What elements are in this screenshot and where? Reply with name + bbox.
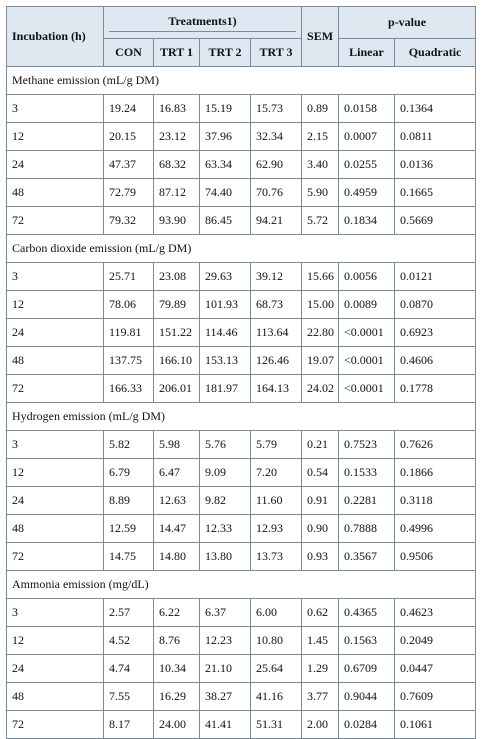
value-cell: 0.7609 [395,683,476,711]
incubation-cell: 24 [7,487,104,515]
value-cell: 15.19 [200,95,251,123]
value-cell: 8.89 [104,487,154,515]
group-header-row [7,235,476,263]
value-cell: 0.4959 [339,179,395,207]
value-cell: 11.60 [251,487,302,515]
value-cell: 16.83 [154,95,200,123]
incubation-cell: 24 [7,319,104,347]
value-cell: 32.34 [251,123,302,151]
value-cell: 2.15 [302,123,339,151]
treatments-rule [109,31,296,32]
value-cell: 15.73 [251,95,302,123]
col-con: CON [104,39,154,67]
value-cell: 47.37 [104,151,154,179]
value-cell: 0.89 [302,95,339,123]
value-cell: 87.12 [154,179,200,207]
value-cell: 70.76 [251,179,302,207]
group-title: Ammonia emission (mg/dL) [7,571,476,599]
incubation-cell: 72 [7,375,104,403]
incubation-cell: 3 [7,263,104,291]
value-cell: 3.40 [302,151,339,179]
value-cell: 0.4623 [395,599,476,627]
table-row [7,123,476,151]
treatments-label: Treatments1) [168,13,237,28]
table-row [7,151,476,179]
col-linear: Linear [339,39,395,67]
table-row [7,627,476,655]
incubation-header: Incubation (h) [7,7,104,67]
value-cell: 94.21 [251,207,302,235]
value-cell: 0.0136 [395,151,476,179]
value-cell: 6.79 [104,459,154,487]
treatments-header [104,7,302,39]
value-cell: 0.3567 [339,543,395,571]
value-cell: 101.93 [200,291,251,319]
value-cell: 4.52 [104,627,154,655]
table-body [7,67,476,739]
value-cell: 0.1834 [339,207,395,235]
value-cell: 0.0811 [395,123,476,151]
value-cell: 14.80 [154,543,200,571]
value-cell: 41.16 [251,683,302,711]
value-cell: 19.07 [302,347,339,375]
value-cell: 6.22 [154,599,200,627]
value-cell: 16.29 [154,683,200,711]
value-cell: 78.06 [104,291,154,319]
value-cell: 12.23 [200,627,251,655]
value-cell: 51.31 [251,711,302,739]
table-row [7,291,476,319]
incubation-cell: 12 [7,123,104,151]
incubation-cell: 3 [7,431,104,459]
value-cell: 86.45 [200,207,251,235]
value-cell: 0.6923 [395,319,476,347]
group-title: Hydrogen emission (mL/g DM) [7,403,476,431]
table-row [7,207,476,235]
value-cell: 39.12 [251,263,302,291]
value-cell: 68.32 [154,151,200,179]
value-cell: 6.37 [200,599,251,627]
table-row [7,655,476,683]
value-cell: 0.0447 [395,655,476,683]
value-cell: <0.0001 [339,375,395,403]
value-cell: 29.63 [200,263,251,291]
incubation-cell: 24 [7,655,104,683]
incubation-cell: 12 [7,459,104,487]
table-row [7,431,476,459]
value-cell: 15.66 [302,263,339,291]
value-cell: 3.77 [302,683,339,711]
incubation-cell: 3 [7,95,104,123]
value-cell: 7.55 [104,683,154,711]
value-cell: 13.73 [251,543,302,571]
value-cell: 0.1866 [395,459,476,487]
incubation-cell: 12 [7,627,104,655]
sem-header: SEM [302,7,339,67]
value-cell: 4.74 [104,655,154,683]
value-cell: 0.4365 [339,599,395,627]
table-row [7,515,476,543]
value-cell: 22.80 [302,319,339,347]
value-cell: 0.93 [302,543,339,571]
value-cell: 68.73 [251,291,302,319]
value-cell: 1.45 [302,627,339,655]
value-cell: 0.0089 [339,291,395,319]
value-cell: 166.33 [104,375,154,403]
table-row [7,347,476,375]
value-cell: 0.9506 [395,543,476,571]
value-cell: 72.79 [104,179,154,207]
group-title: Methane emission (mL/g DM) [7,67,476,95]
value-cell: 0.2281 [339,487,395,515]
value-cell: 79.89 [154,291,200,319]
emission-table [6,6,476,739]
value-cell: 14.47 [154,515,200,543]
table-row [7,683,476,711]
value-cell: 25.64 [251,655,302,683]
value-cell: 2.57 [104,599,154,627]
col-quadratic: Quadratic [395,39,476,67]
value-cell: 0.62 [302,599,339,627]
value-cell: 23.12 [154,123,200,151]
value-cell: 10.34 [154,655,200,683]
table-row [7,375,476,403]
value-cell: 126.46 [251,347,302,375]
value-cell: 5.82 [104,431,154,459]
incubation-cell: 72 [7,711,104,739]
value-cell: 0.7626 [395,431,476,459]
value-cell: 0.54 [302,459,339,487]
value-cell: 0.0056 [339,263,395,291]
incubation-cell: 3 [7,599,104,627]
incubation-cell: 48 [7,179,104,207]
value-cell: 10.80 [251,627,302,655]
value-cell: 0.7523 [339,431,395,459]
value-cell: 38.27 [200,683,251,711]
value-cell: 23.08 [154,263,200,291]
value-cell: 8.17 [104,711,154,739]
value-cell: 6.47 [154,459,200,487]
value-cell: 5.90 [302,179,339,207]
incubation-cell: 48 [7,515,104,543]
value-cell: 151.22 [154,319,200,347]
value-cell: 14.75 [104,543,154,571]
value-cell: 79.32 [104,207,154,235]
value-cell: 153.13 [200,347,251,375]
value-cell: 0.0158 [339,95,395,123]
value-cell: 5.79 [251,431,302,459]
value-cell: 93.90 [154,207,200,235]
value-cell: 0.3118 [395,487,476,515]
value-cell: 119.81 [104,319,154,347]
group-header-row [7,571,476,599]
table-row [7,263,476,291]
value-cell: 12.59 [104,515,154,543]
value-cell: 0.9044 [339,683,395,711]
value-cell: 0.1061 [395,711,476,739]
value-cell: 0.0007 [339,123,395,151]
value-cell: 8.76 [154,627,200,655]
table-row [7,711,476,739]
value-cell: 114.46 [200,319,251,347]
value-cell: 0.0121 [395,263,476,291]
value-cell: 9.82 [200,487,251,515]
incubation-cell: 24 [7,151,104,179]
value-cell: 37.96 [200,123,251,151]
table-row [7,95,476,123]
value-cell: 63.34 [200,151,251,179]
value-cell: 15.00 [302,291,339,319]
value-cell: 13.80 [200,543,251,571]
value-cell: 5.76 [200,431,251,459]
value-cell: 166.10 [154,347,200,375]
value-cell: 6.00 [251,599,302,627]
value-cell: 164.13 [251,375,302,403]
value-cell: 12.33 [200,515,251,543]
value-cell: 0.4996 [395,515,476,543]
value-cell: 20.15 [104,123,154,151]
value-cell: 0.1665 [395,179,476,207]
data-table-container [6,6,475,739]
value-cell: 12.63 [154,487,200,515]
value-cell: 19.24 [104,95,154,123]
value-cell: 181.97 [200,375,251,403]
value-cell: 0.0284 [339,711,395,739]
value-cell: 24.00 [154,711,200,739]
value-cell: 74.40 [200,179,251,207]
value-cell: 2.00 [302,711,339,739]
value-cell: 24.02 [302,375,339,403]
value-cell: 0.91 [302,487,339,515]
value-cell: <0.0001 [339,319,395,347]
value-cell: 5.98 [154,431,200,459]
pvalue-header: p-value [339,7,476,39]
value-cell: 0.5669 [395,207,476,235]
value-cell: 0.6709 [339,655,395,683]
value-cell: 0.0255 [339,151,395,179]
value-cell: 7.20 [251,459,302,487]
value-cell: 1.29 [302,655,339,683]
value-cell: 0.1533 [339,459,395,487]
value-cell: 0.1563 [339,627,395,655]
value-cell: 41.41 [200,711,251,739]
group-header-row [7,403,476,431]
table-row [7,599,476,627]
table-row [7,179,476,207]
group-header-row [7,67,476,95]
value-cell: 137.75 [104,347,154,375]
group-title: Carbon dioxide emission (mL/g DM) [7,235,476,263]
value-cell: 9.09 [200,459,251,487]
value-cell: 5.72 [302,207,339,235]
value-cell: 206.01 [154,375,200,403]
table-row [7,459,476,487]
value-cell: 0.2049 [395,627,476,655]
col-trt2: TRT 2 [200,39,251,67]
col-trt3: TRT 3 [251,39,302,67]
value-cell: 0.21 [302,431,339,459]
value-cell: 0.0870 [395,291,476,319]
value-cell: 21.10 [200,655,251,683]
value-cell: 0.4606 [395,347,476,375]
incubation-cell: 48 [7,683,104,711]
incubation-cell: 48 [7,347,104,375]
value-cell: 0.90 [302,515,339,543]
table-row [7,319,476,347]
value-cell: 62.90 [251,151,302,179]
value-cell: 25.71 [104,263,154,291]
value-cell: 0.1778 [395,375,476,403]
incubation-cell: 72 [7,207,104,235]
value-cell: 113.64 [251,319,302,347]
value-cell: <0.0001 [339,347,395,375]
incubation-cell: 72 [7,543,104,571]
value-cell: 0.1364 [395,95,476,123]
incubation-cell: 12 [7,291,104,319]
value-cell: 0.7888 [339,515,395,543]
table-row [7,487,476,515]
table-row [7,543,476,571]
value-cell: 12.93 [251,515,302,543]
col-trt1: TRT 1 [154,39,200,67]
